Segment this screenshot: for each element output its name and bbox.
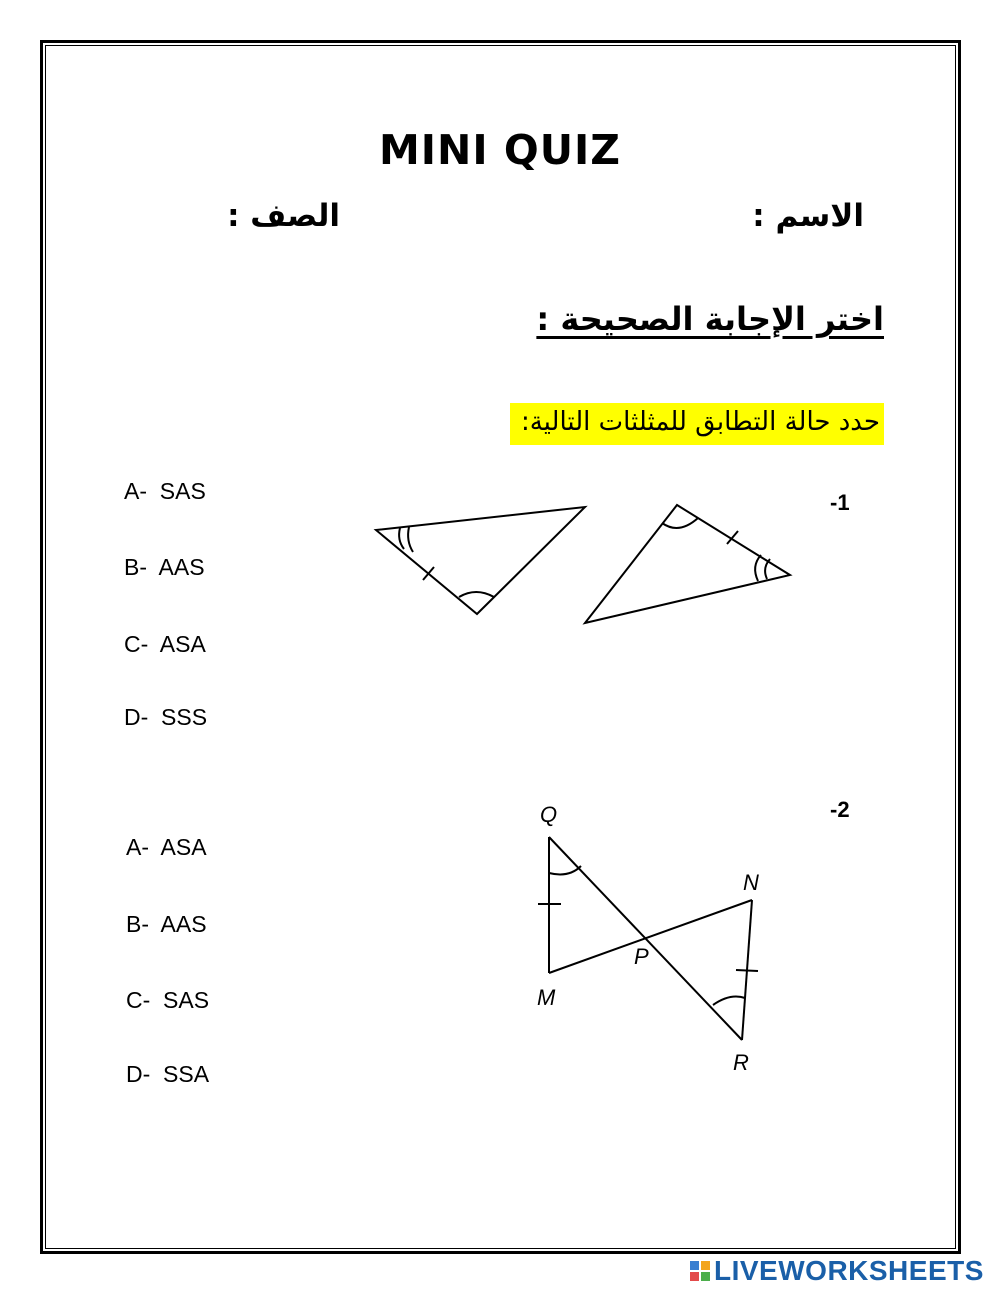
figure-1-triangles bbox=[376, 505, 790, 623]
class-label: الصف : bbox=[227, 198, 340, 234]
quiz-title: MINI QUIZ bbox=[378, 126, 622, 174]
question-2-number: -2 bbox=[830, 797, 850, 822]
angle-arc-r bbox=[713, 997, 745, 1005]
figure-2-triangles bbox=[538, 837, 758, 1040]
instruction-heading: اختر الإجابة الصحيحة : bbox=[536, 300, 884, 338]
vertex-label-m: M bbox=[537, 985, 556, 1010]
angle-arc-right-top bbox=[662, 518, 698, 528]
logo-grid-icon bbox=[690, 1261, 710, 1281]
vertex-label-q: Q bbox=[540, 802, 558, 827]
triangle-left bbox=[376, 507, 585, 614]
vertex-label-p: P bbox=[634, 944, 649, 969]
name-label: الاسم : bbox=[752, 198, 864, 234]
question-2-option-d[interactable]: D- SSA bbox=[126, 1061, 210, 1087]
question-1-option-d[interactable]: D- SSS bbox=[124, 704, 208, 730]
question-2-option-c[interactable]: C- SAS bbox=[126, 987, 210, 1013]
segment-mn bbox=[549, 900, 752, 973]
question-1-option-a[interactable]: A- SAS bbox=[124, 478, 206, 504]
angle-arc-left-bottom bbox=[459, 592, 494, 597]
angle-arc-left-double-inner bbox=[399, 528, 404, 549]
liveworksheets-logo bbox=[690, 1254, 984, 1288]
question-2-option-a[interactable]: A- ASA bbox=[126, 834, 207, 860]
question-2-option-b[interactable]: B- AAS bbox=[126, 911, 207, 937]
angle-arc-q bbox=[549, 866, 581, 874]
logo-text: LIVEWORKSHEETS bbox=[714, 1255, 984, 1286]
sub-instruction-text: حدد حالة التطابق للمثلثات التالية: bbox=[520, 407, 880, 437]
question-1-option-c[interactable]: C- ASA bbox=[124, 631, 206, 657]
tick-nr bbox=[736, 970, 758, 971]
question-1-option-b[interactable]: B- AAS bbox=[124, 554, 205, 580]
triangle-right bbox=[585, 505, 790, 623]
angle-arc-left-double-outer bbox=[408, 527, 413, 552]
vertex-label-n: N bbox=[743, 870, 759, 895]
angle-arc-right-double-outer bbox=[755, 555, 761, 581]
question-1-number: -1 bbox=[830, 490, 850, 515]
vertex-label-r: R bbox=[733, 1050, 749, 1075]
